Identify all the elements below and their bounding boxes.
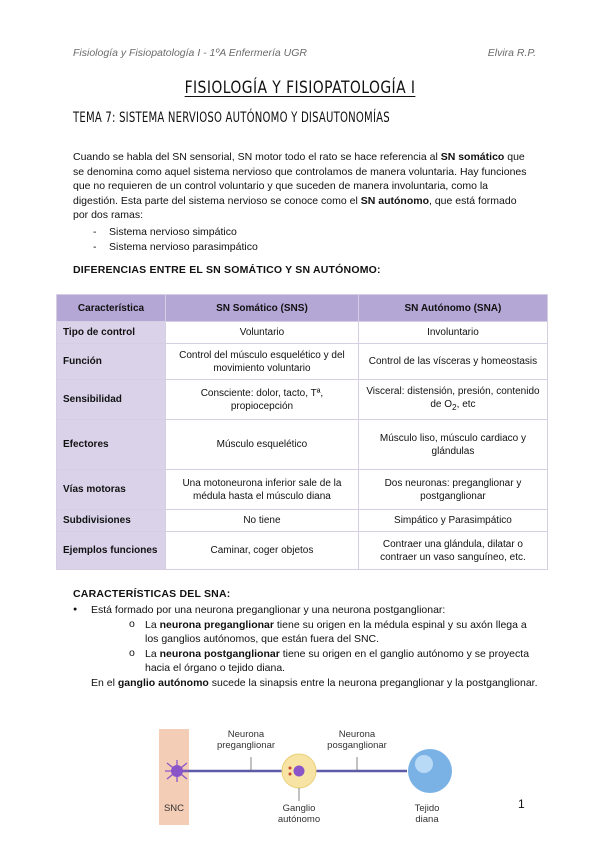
table-row: Sensibilidad Consciente: dolor, tacto, Tª, propiocepción Visceral: distensión, presión, contenido de $O_2$, etc bbox=[57, 380, 548, 420]
table-row: Subdivisiones No tiene Simpático y Parasimpático bbox=[57, 510, 548, 532]
page-number: 1 bbox=[518, 797, 525, 811]
label-ganglion: Ganglio autónomo bbox=[277, 803, 321, 825]
sna-bullet: ● Está formado por una neurona preganglionar y una neurona postganglionar: bbox=[73, 603, 543, 618]
header-course: Fisiología y Fisiopatología I - 1ºA Enfermería UGR bbox=[73, 47, 307, 59]
intro-paragraph bbox=[73, 150, 533, 254]
label-target-tissue: Tejido diana bbox=[414, 803, 440, 825]
label-snc: SNC bbox=[163, 803, 185, 814]
postganglionic-item: o La neurona postganglionar tiene su origen en el ganglio autónomo y se proyecta hacia el órgano o tejido diana. bbox=[73, 647, 543, 676]
sensitivity-sna-cell: Visceral: distensión, presión, contenido de $O_2$, etc bbox=[358, 380, 547, 420]
header-author: Elvira R.P. bbox=[487, 47, 536, 59]
running-header bbox=[73, 47, 536, 59]
table-header-row bbox=[57, 295, 548, 322]
list-item: - Sistema nervioso simpático bbox=[93, 225, 533, 240]
branch-list bbox=[73, 225, 533, 254]
target-tissue bbox=[408, 749, 452, 793]
label-posganglionic: Neurona posganglionar bbox=[327, 729, 387, 751]
tissue-highlight bbox=[415, 755, 433, 773]
preganglionic-item: o La neurona preganglionar tiene su origen en la médula espinal y su axón llega a los ganglios autónomos, que están fuera del SNC. bbox=[73, 618, 543, 647]
topic-subtitle: TEMA 7: SISTEMA NERVIOSO AUTÓNOMO Y DISAUTONOMÍAS bbox=[73, 110, 390, 126]
column-header: SN Autónomo (SNA) bbox=[358, 295, 547, 322]
table-row: Efectores Músculo esquelético Músculo liso, músculo cardiaco y glándulas bbox=[57, 420, 548, 470]
label-preganglionic: Neurona preganglionar bbox=[216, 729, 276, 751]
differences-heading: DIFERENCIAS ENTRE EL SN SOMÁTICO Y SN AUTÓNOMO: bbox=[73, 264, 381, 276]
neuron-pathway-figure bbox=[159, 727, 459, 827]
column-header: SN Somático (SNS) bbox=[166, 295, 359, 322]
ganglion-neuron bbox=[294, 766, 305, 777]
document-title: FISIOLOGÍA Y FISIOPATOLOGÍA I bbox=[184, 78, 416, 98]
sna-heading: CARACTERÍSTICAS DEL SNA: bbox=[73, 588, 231, 600]
table-row: Función Control del músculo esquelético y del movimiento voluntario Control de las vísceras y homeostasis bbox=[57, 344, 548, 380]
sna-characteristics bbox=[73, 603, 543, 691]
intro-text: Cuando se habla del SN sensorial, SN motor todo el rato se hace referencia al SN somático que se denomina como aquel sistema nervioso que controlamos de manera voluntaria. Hay funciones que no requieren de un control voluntario y que suceden de manera involuntaria, como la digestión. Esta parte del sistema nervioso se conoce como el SN autónomo, que está formado por dos ramas: bbox=[73, 151, 527, 222]
comparison-table bbox=[56, 294, 548, 570]
synapse-note: En el ganglio autónomo sucede la sinapsis entre la neurona preganglionar y la postganglionar. bbox=[91, 676, 538, 689]
table-row: Vías motoras Una motoneurona inferior sale de la médula hasta el músculo diana Dos neuronas: preganglionar y postganglionar bbox=[57, 470, 548, 510]
table-row: Ejemplos funciones Caminar, coger objetos Contraer una glándula, dilatar o contraer un vaso sanguíneo, etc. bbox=[57, 532, 548, 570]
column-header: Característica bbox=[57, 295, 166, 322]
list-item: - Sistema nervioso parasimpático bbox=[93, 240, 533, 255]
table-row: Tipo de control Voluntario Involuntario bbox=[57, 322, 548, 344]
